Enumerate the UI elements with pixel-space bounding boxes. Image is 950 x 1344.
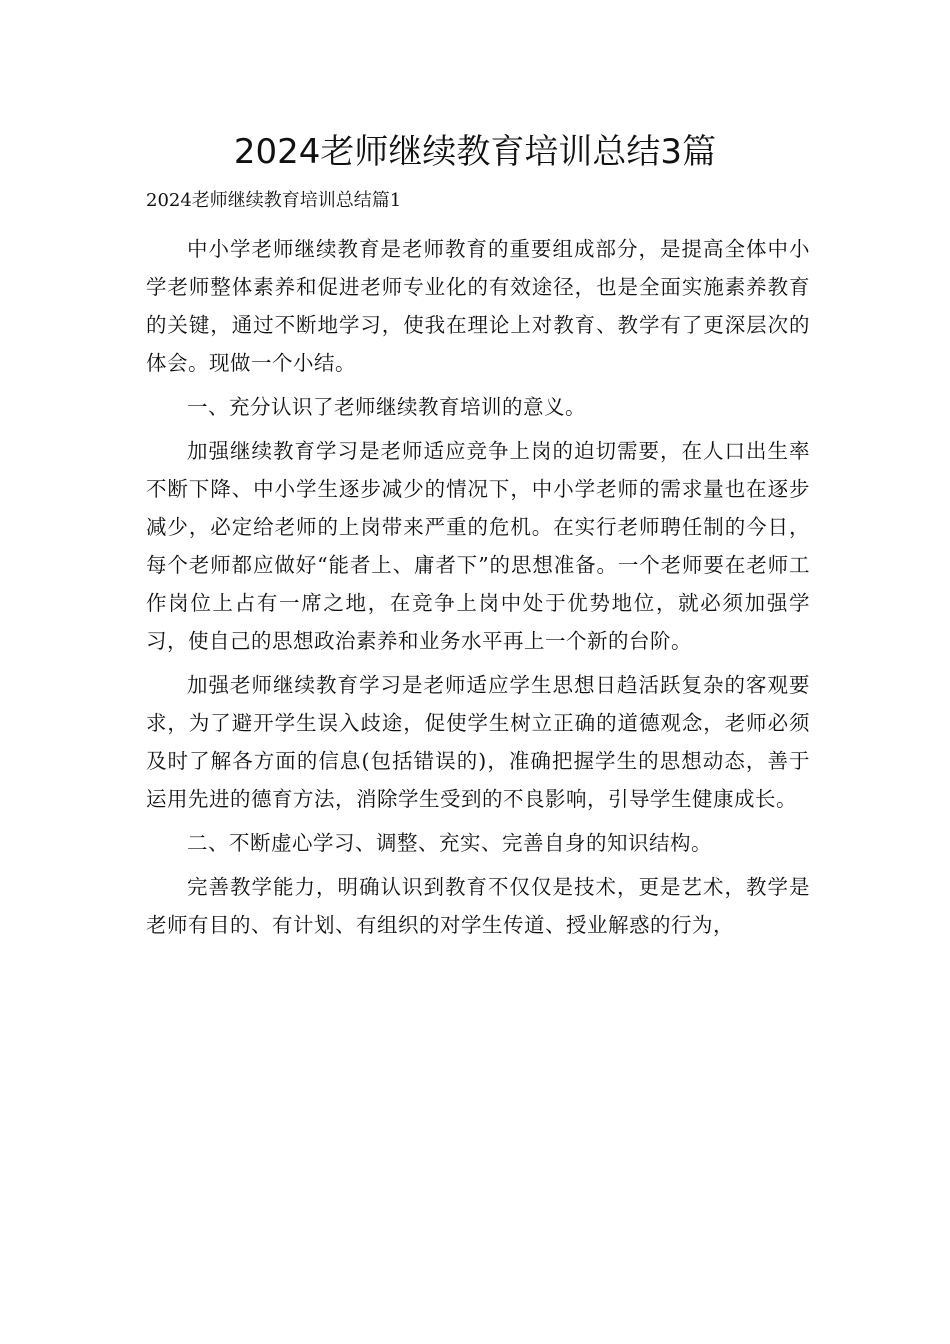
body-paragraph: 中小学老师继续教育是老师教育的重要组成部分，是提高全体中小学老师整体素养和促进老师专业化的有效途径，也是全面实施素养教育的关键，通过不断地学习，使我在理论上对教育、教学有了更深层次的体会。现做一个小结。 xyxy=(146,237,810,375)
body-paragraph: 完善教学能力，明确认识到教育不仅仅是技术，更是艺术，教学是老师有目的、有计划、有组织的对学生传道、授业解惑的行为， xyxy=(146,875,810,937)
document-body xyxy=(146,230,810,944)
section-heading-two: 二、不断虚心学习、调整、充实、完善自身的知识结构。 xyxy=(187,831,712,855)
section-subtitle: 2024老师继续教育培训总结篇1 xyxy=(146,190,402,211)
body-paragraph: 加强老师继续教育学习是老师适应学生思想日趋活跃复杂的客观要求，为了避开学生误入歧途，促使学生树立正确的道德观念，老师必须及时了解各方面的信息(包括错误的)，准确把握学生的思想动态，善于运用先进的德育方法，消除学生受到的不良影响，引导学生健康成长。 xyxy=(146,673,810,811)
document-title: 2024老师继续教育培训总结3篇 xyxy=(233,132,717,172)
body-paragraph: 加强继续教育学习是老师适应竞争上岗的迫切需要，在人口出生率不断下降、中小学生逐步减少的情况下，中小学老师的需求量也在逐步减少，必定给老师的上岗带来严重的危机。在实行老师聘任制的今日，每个老师都应做好“能者上、庸者下”的思想准备。一个老师要在老师工作岗位上占有一席之地，在竞争上岗中处于优势地位，就必须加强学习，使自己的思想政治素养和业务水平再上一个新的台阶。 xyxy=(146,439,810,653)
section-heading-one: 一、充分认识了老师继续教育培训的意义。 xyxy=(187,395,586,419)
